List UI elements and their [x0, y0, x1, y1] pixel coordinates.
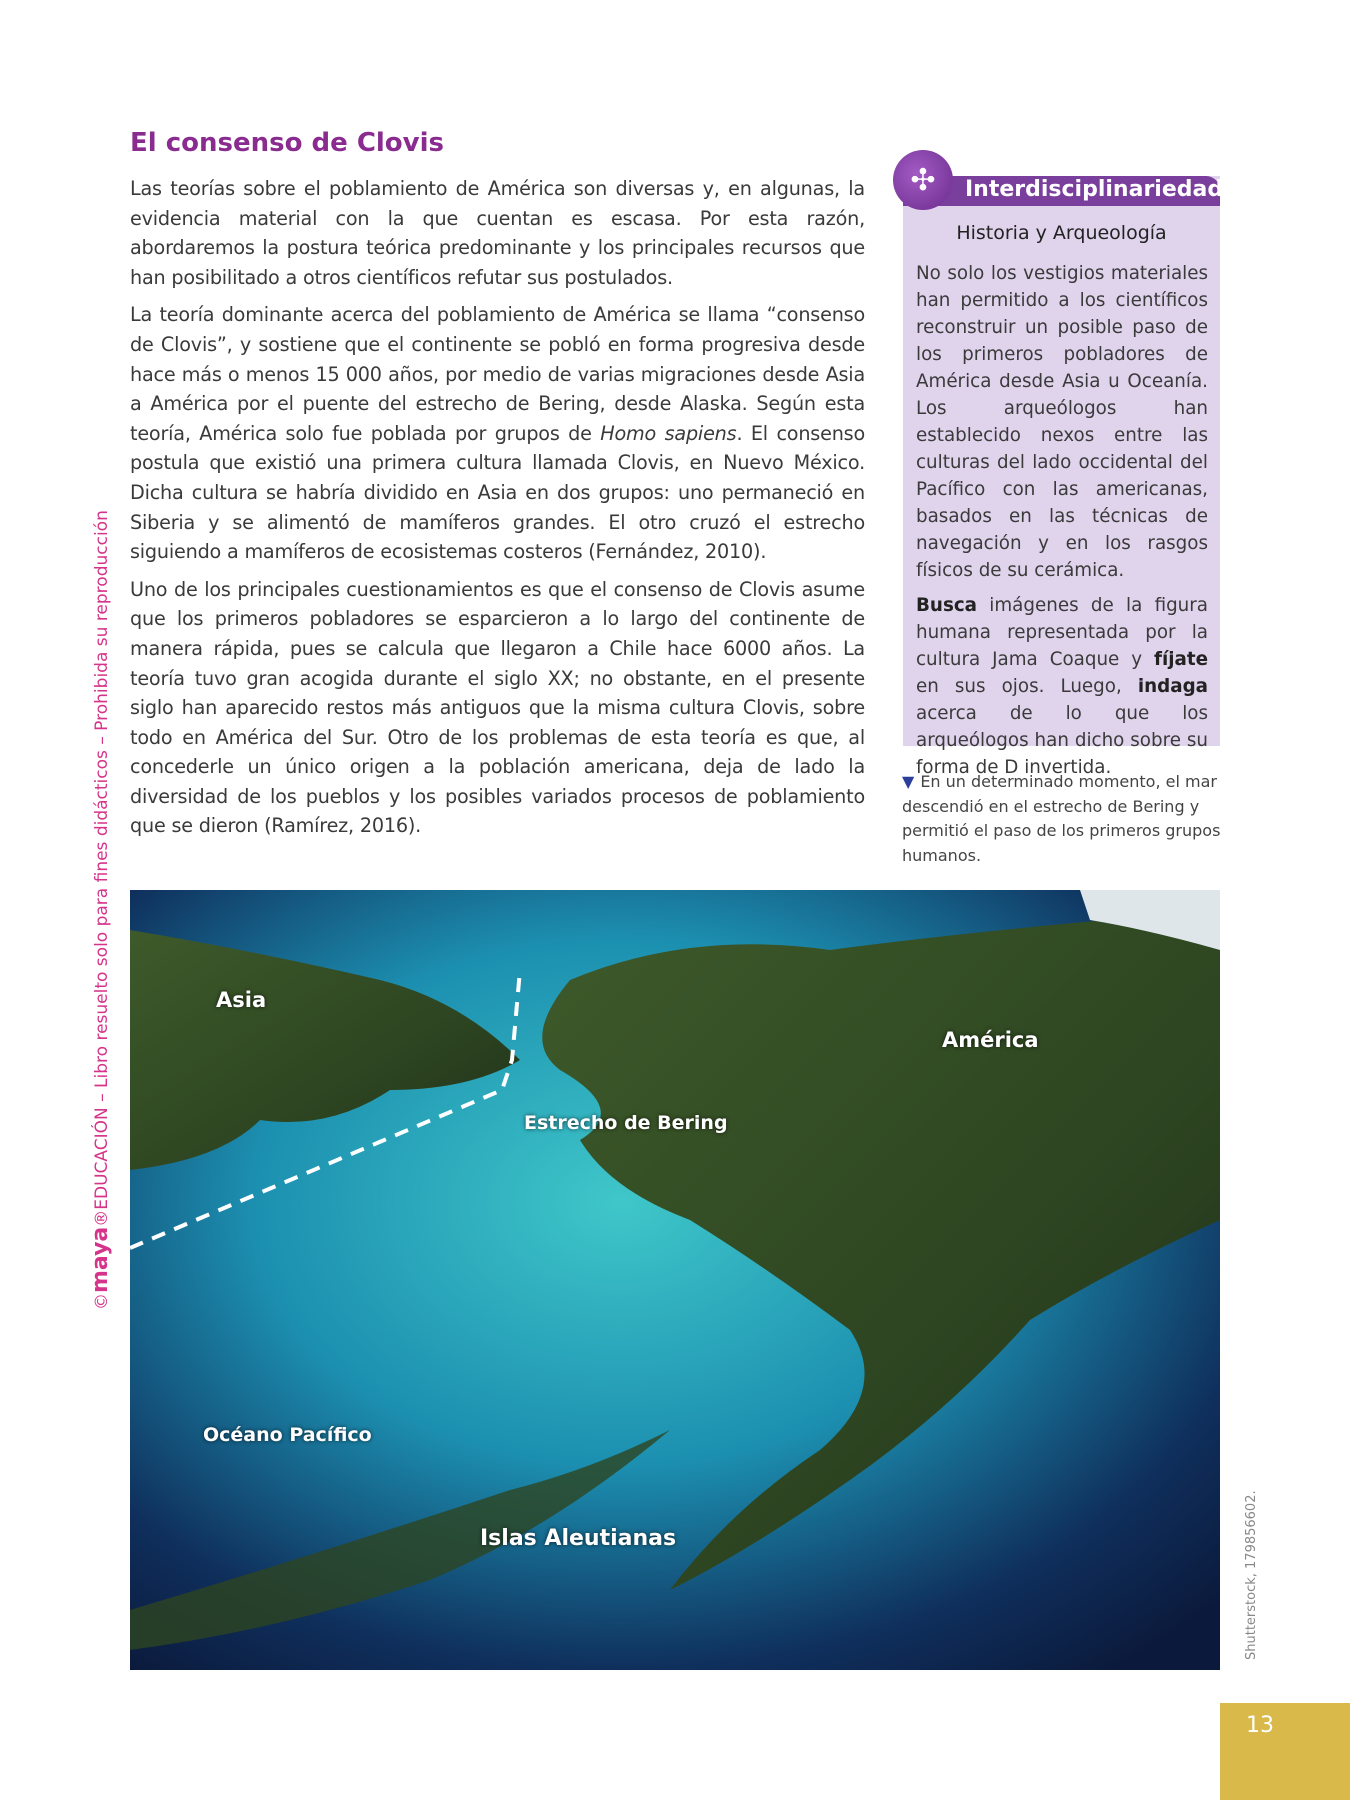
page-number-box	[1220, 1703, 1350, 1800]
species-name: Homo sapiens	[600, 421, 737, 445]
puzzle-icon: ✣	[893, 150, 953, 210]
label-america: América	[942, 1028, 1039, 1052]
box-activity	[916, 592, 1208, 781]
text: . El consenso postula que existió una primera cultura llamada Clovis, en Nuevo México. Dicha cultura se habría dividido en Asia en dos grupos: uno permaneció en Siberia y se alimentó de mamíferos grandes. El otro cruzó el estrecho siguiendo a mamíferos de ecosistemas costeros (Fernández, 2010).	[130, 421, 865, 564]
image-credit: Shutterstock, 179856602.	[1244, 1490, 1259, 1660]
paragraph: Las teorías sobre el poblamiento de América son diversas y, en algunas, la evidencia material con la que cuentan es escasa. Por esta razón, abordaremos la postura teórica predominante y los principales recursos que han posibilitado a otros científicos refutar sus postulados.	[130, 177, 865, 289]
text: en sus ojos. Luego,	[916, 676, 1138, 697]
text: La teoría dominante acerca del poblamiento de América se llama “consenso de Clovis”, y sostiene que el continente se pobló en forma progresiva desde hace más o menos 15 000 años, por medio de varias migraciones desde Asia a América por el puente del estrecho de Bering, desde Alaska. Según esta teoría, América solo fue poblada por grupos de	[130, 303, 865, 445]
page-number: 13	[1246, 1713, 1274, 1738]
map-caption	[902, 770, 1222, 868]
keyword: indaga	[1137, 676, 1208, 697]
header-label: Interdisciplinariedad	[965, 177, 1224, 202]
keyword: fíjate	[1154, 649, 1208, 670]
caption-text: En un determinado momento, el mar descendió en el estrecho de Bering y permitió el paso de los primeros grupos humanos.	[902, 772, 1221, 865]
bering-map	[130, 890, 1220, 1670]
label-bering-strait: Estrecho de Bering	[524, 1112, 728, 1134]
text: acerca de lo que los arqueólogos han dicho sobre su forma de D invertida.	[916, 703, 1208, 778]
label-aleutian-islands: Islas Aleutianas	[480, 1526, 677, 1551]
paragraph: Uno de los principales cuestionamientos es que el consenso de Clovis asume que los primeros pobladores se esparcieron a lo largo del continente de manera rápida, pues se calcula que llegaron a Chile hace 6000 años. La teoría tuvo gran acogida durante el siglo XX; no obstante, en el presente siglo han aparecido restos más antiguos que la misma cultura Clovis, sobre todo en América del Sur. Otro de los problemas de esta teoría es que, al concederle un único origen a la población americana, deja de lado la diversidad de los pueblos y los posibles variados procesos de poblamiento que se dieron (Ramírez, 2016).	[130, 577, 865, 838]
box-subtitle: Historia y Arqueología	[956, 222, 1167, 244]
section-title: El consenso de Clovis	[130, 128, 445, 158]
box-body	[916, 260, 1208, 789]
label-pacific-ocean: Océano Pacífico	[203, 1424, 372, 1446]
box-paragraph: No solo los vestigios materiales han permitido a los científicos reconstruir un posible paso de los primeros pobladores de América desde Asia u Oceanía. Los arqueólogos han establecido nexos entre las culturas del lado occidental del Pacífico con las americanas, basados en las técnicas de navegación y en los rasgos físicos de su cerámica.	[916, 263, 1208, 581]
brand-logo: maya	[88, 1226, 113, 1293]
text: imágenes de la figura humana representada por la cultura Jama Coaque y	[916, 595, 1208, 670]
copyright-notice: ©maya®EDUCACIÓN – Libro resuelto solo para fines didácticos – Prohibida su reproducción	[88, 510, 113, 1310]
paragraph	[130, 300, 865, 566]
triangle-down-icon: ▼	[902, 772, 915, 791]
main-text	[130, 174, 865, 849]
notice-text: EDUCACIÓN – Libro resuelto solo para fines didácticos – Prohibida su reproducción	[92, 510, 112, 1210]
map-image	[130, 890, 1220, 1670]
keyword: Busca	[916, 595, 978, 616]
label-asia: Asia	[216, 988, 267, 1012]
